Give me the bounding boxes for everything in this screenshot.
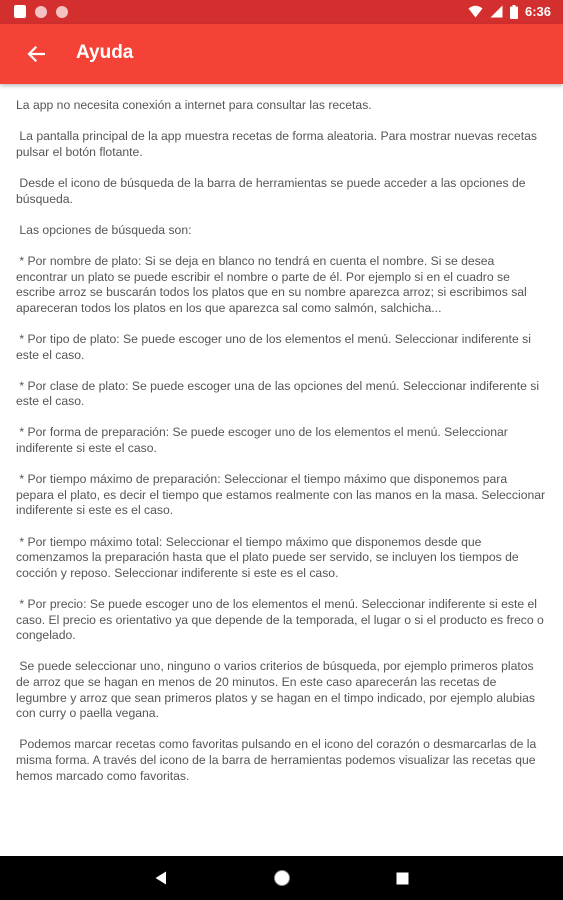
nav-back-button[interactable]	[151, 868, 171, 888]
home-circle-icon	[273, 869, 291, 887]
dot-icon	[56, 6, 68, 18]
recents-square-icon	[396, 872, 409, 885]
system-nav-bar	[0, 856, 563, 900]
wifi-icon	[468, 5, 483, 18]
back-triangle-icon	[155, 871, 167, 885]
help-paragraph: * Por nombre de plato: Si se deja en blanco no tendrá en cuenta el nombre. Si se desea encontrar un plato se puede escribir el nombre o parte de él. Por ejemplo si en el cuadro se escribe arroz se buscarán todos los platos que en su nombre aparezca arroz; si escribimos sal apareceran todos los platos en los que aparezca sal como salmón, salchicha...	[16, 253, 531, 315]
help-paragraph: * Por tipo de plato: Se puede escoger uno de los elementos el menú. Seleccionar indiferente si este el caso.	[16, 331, 535, 362]
notification-icon	[14, 5, 26, 18]
help-paragraph: Podemos marcar recetas como favoritas pulsando en el icono del corazón o desmarcarlas de la misma forma. A través del icono de la barra de herramientas podemos visualizar las recetas que hemos marcado como favoritas.	[16, 737, 540, 783]
help-paragraph: La pantalla principal de la app muestra recetas de forma aleatoria. Para mostrar nuevas recetas pulsar el botón flotante.	[16, 129, 541, 159]
nav-recents-button[interactable]	[392, 868, 412, 888]
help-paragraph: Las opciones de búsqueda son:	[16, 222, 192, 237]
status-time: 6:36	[524, 4, 551, 19]
help-paragraph: * Por forma de preparación: Se puede escoger uno de los elementos el menú. Seleccionar indiferente si este el caso.	[16, 425, 512, 456]
nav-home-button[interactable]	[272, 868, 292, 888]
help-paragraph: * Por clase de plato: Se puede escoger una de las opciones del menú. Seleccionar indiferente si este el caso.	[16, 378, 543, 409]
help-paragraph: * Por precio: Se puede escoger uno de los elementos el menú. Seleccionar indiferente si este el caso. El precio es orientativo ya que depende de la temporada, el lugar o si el producto es freco o congelado.	[16, 597, 548, 643]
help-paragraph: La app no necesita conexión a internet para consultar las recetas.	[16, 98, 372, 112]
arrow-left-icon	[27, 46, 45, 62]
back-button[interactable]	[18, 36, 54, 72]
page-title: Ayuda	[76, 42, 134, 63]
help-paragraph: * Por tiempo máximo total: Seleccionar el tiempo máximo que disponemos desde que comenzamos la preparación hasta que el plato puede ser servido, se incluyen los tiempos de cocción y reposo. Seleccionar indiferente si este es el caso.	[16, 534, 523, 580]
help-paragraph: Se puede seleccionar uno, ninguno o varios criterios de búsqueda, por ejemplo primeros platos de arroz que se hagan en menos de 20 minutos. En este caso aparecerán las recetas de legumbre y arroz que sean primeros platos y se hagan en el timpo indicado, por ejemplo alubias con curry o paella vegana.	[16, 659, 539, 721]
battery-icon	[510, 5, 518, 19]
help-paragraph: Desde el icono de búsqueda de la barra de herramientas se puede acceder a las opciones de búsqueda.	[16, 175, 529, 206]
help-paragraph: * Por tiempo máximo de preparación: Seleccionar el tiempo máximo que disponemos para pepara el plato, es decir el tiempo que estamos realmente con las manos en la masa. Seleccionar indiferente si este es el caso.	[16, 472, 549, 518]
status-bar	[0, 0, 563, 24]
signal-icon	[490, 5, 503, 18]
help-content	[16, 98, 549, 800]
app-bar	[0, 24, 563, 84]
dot-icon	[35, 6, 47, 18]
